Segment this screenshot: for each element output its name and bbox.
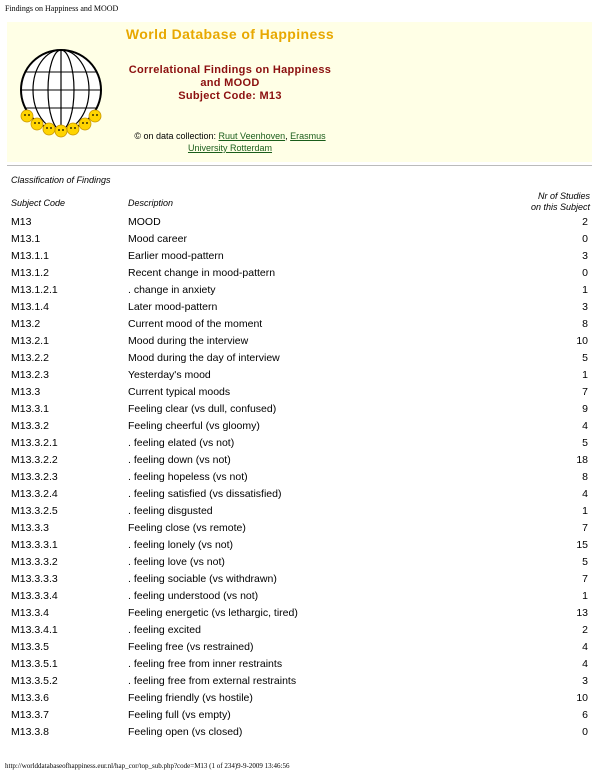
subject-code-cell: M13.3.4.1 (11, 624, 58, 636)
nr-studies-header-line-2: on this Subject (530, 202, 590, 212)
description-cell: . feeling disgusted (128, 505, 213, 517)
subject-code-cell: M13.3.8 (11, 726, 49, 738)
subject-code-cell: M13.2.1 (11, 335, 49, 347)
subject-code-cell: M13.3.1 (11, 403, 49, 415)
subject-code-cell: M13.3.2.2 (11, 454, 58, 466)
table-row (0, 639, 600, 656)
page-subtitle (117, 64, 343, 103)
study-count-cell: 5 (582, 437, 588, 449)
nr-studies-header-line-1: Nr of Studies (537, 191, 590, 201)
table-row (0, 214, 600, 231)
study-count-cell: 7 (582, 573, 588, 585)
study-count-cell: 13 (576, 607, 588, 619)
description-cell: Feeling full (vs empty) (128, 709, 231, 721)
study-count-cell: 15 (576, 539, 588, 551)
table-row (0, 588, 600, 605)
description-cell: Mood during the interview (128, 335, 249, 347)
table-row (0, 401, 600, 418)
subject-code-cell: M13.3.5.2 (11, 675, 58, 687)
study-count-cell: 4 (582, 488, 588, 500)
table-row (0, 435, 600, 452)
study-count-cell: 1 (582, 590, 588, 602)
description-cell: Current typical moods (128, 386, 231, 398)
description-cell: . feeling free from inner restraints (128, 658, 283, 670)
subject-code-cell: M13.3.2.3 (11, 471, 58, 483)
study-count-cell: 1 (582, 505, 588, 517)
subtitle-line-1: Correlational Findings on Happiness (128, 64, 332, 76)
description-cell: . feeling understood (vs not) (128, 590, 259, 602)
description-cell: Feeling clear (vs dull, confused) (128, 403, 277, 415)
table-row (0, 724, 600, 741)
description-cell: Yesterday's mood (128, 369, 211, 381)
description-cell: . feeling free from external restraints (128, 675, 297, 687)
subject-code-cell: M13.3.2.5 (11, 505, 58, 517)
site-title: World Database of Happiness (125, 26, 335, 42)
description-cell: . feeling excited (128, 624, 201, 636)
study-count-cell: 0 (582, 233, 588, 245)
study-count-cell: 8 (582, 318, 588, 330)
table-row (0, 690, 600, 707)
institution-link-part-2[interactable]: University Rotterdam (187, 143, 273, 153)
description-cell: . feeling sociable (vs withdrawn) (128, 573, 277, 585)
subject-code-cell: M13.3.5 (11, 641, 49, 653)
table-row (0, 537, 600, 554)
subject-code-cell: M13 (11, 216, 32, 228)
subject-code-line: Subject Code: M13 (178, 90, 282, 102)
table-row (0, 384, 600, 401)
study-count-cell: 4 (582, 658, 588, 670)
table-row (0, 452, 600, 469)
study-count-cell: 0 (582, 267, 588, 279)
study-count-cell: 2 (582, 624, 588, 636)
subject-code-cell: M13.1.2 (11, 267, 49, 279)
classification-label: Classification of Findings (11, 175, 111, 185)
table-row (0, 316, 600, 333)
table-row (0, 520, 600, 537)
credit-separator: , (285, 131, 291, 141)
subject-code-cell: M13.2 (11, 318, 41, 330)
subject-code-cell: M13.3 (11, 386, 41, 398)
description-cell: . feeling hopeless (vs not) (128, 471, 248, 483)
table-row (0, 350, 600, 367)
study-count-cell: 3 (582, 250, 588, 262)
table-row (0, 707, 600, 724)
description-cell: Later mood-pattern (128, 301, 218, 313)
subject-code-cell: M13.3.2.4 (11, 488, 58, 500)
study-count-cell: 6 (582, 709, 588, 721)
table-row (0, 656, 600, 673)
nr-studies-header (531, 191, 590, 213)
table-row (0, 282, 600, 299)
subtitle-line-2: and MOOD (200, 77, 260, 89)
study-count-cell: 10 (576, 692, 588, 704)
table-row (0, 605, 600, 622)
study-count-cell: 4 (582, 420, 588, 432)
study-count-cell: 2 (582, 216, 588, 228)
table-row (0, 673, 600, 690)
description-cell: . feeling elated (vs not) (128, 437, 235, 449)
table-row (0, 248, 600, 265)
table-row (0, 418, 600, 435)
institution-link-part-1[interactable]: Erasmus (290, 131, 326, 141)
subject-code-cell: M13.1.1 (11, 250, 49, 262)
description-cell: Feeling energetic (vs lethargic, tired) (128, 607, 298, 619)
world-smiley-logo-icon (15, 46, 107, 143)
description-cell: Recent change in mood-pattern (128, 267, 276, 279)
browser-print-header: Findings on Happiness and MOOD (5, 4, 119, 13)
subject-code-cell: M13.3.3.1 (11, 539, 58, 551)
description-cell: . feeling satisfied (vs dissatisfied) (128, 488, 282, 500)
subject-code-cell: M13.3.5.1 (11, 658, 58, 670)
table-row (0, 367, 600, 384)
subject-code-cell: M13.3.3.2 (11, 556, 58, 568)
study-count-cell: 9 (582, 403, 588, 415)
subject-code-cell: M13.3.3.3 (11, 573, 58, 585)
subject-code-header: Subject Code (11, 198, 66, 208)
table-row (0, 299, 600, 316)
author-link[interactable]: Ruut Veenhoven (218, 131, 286, 141)
subject-code-cell: M13.3.7 (11, 709, 49, 721)
study-count-cell: 4 (582, 641, 588, 653)
study-count-cell: 1 (582, 284, 588, 296)
table-row (0, 231, 600, 248)
description-header: Description (128, 198, 174, 208)
study-count-cell: 5 (582, 352, 588, 364)
subject-code-cell: M13.3.2 (11, 420, 49, 432)
table-row (0, 571, 600, 588)
browser-print-footer: http://worlddatabaseofhappiness.eur.nl/hap_cor/top_sub.php?code=M13 (1 of 234)9-9-2009 13:46:56 (5, 762, 290, 770)
description-cell: . feeling down (vs not) (128, 454, 231, 466)
study-count-cell: 7 (582, 522, 588, 534)
subject-code-cell: M13.2.2 (11, 352, 49, 364)
study-count-cell: 10 (576, 335, 588, 347)
description-cell: Mood during the day of interview (128, 352, 280, 364)
study-count-cell: 5 (582, 556, 588, 568)
study-count-cell: 3 (582, 301, 588, 313)
study-count-cell: 18 (576, 454, 588, 466)
study-count-cell: 7 (582, 386, 588, 398)
subject-code-cell: M13.2.3 (11, 369, 49, 381)
copyright-credit (117, 130, 343, 154)
study-count-cell: 8 (582, 471, 588, 483)
table-row (0, 486, 600, 503)
description-cell: . feeling love (vs not) (128, 556, 225, 568)
description-cell: . change in anxiety (128, 284, 216, 296)
table-row (0, 469, 600, 486)
description-cell: . feeling lonely (vs not) (128, 539, 234, 551)
description-cell: Feeling close (vs remote) (128, 522, 246, 534)
subject-code-cell: M13.3.3 (11, 522, 49, 534)
subject-code-cell: M13.1.4 (11, 301, 49, 313)
subject-code-cell: M13.3.3.4 (11, 590, 58, 602)
description-cell: Feeling open (vs closed) (128, 726, 243, 738)
subject-code-cell: M13.3.4 (11, 607, 49, 619)
subject-code-cell: M13.1 (11, 233, 41, 245)
description-cell: Feeling free (vs restrained) (128, 641, 254, 653)
findings-table (0, 214, 600, 741)
table-row (0, 622, 600, 639)
table-row (0, 503, 600, 520)
study-count-cell: 3 (582, 675, 588, 687)
subject-code-cell: M13.1.2.1 (11, 284, 58, 296)
description-cell: MOOD (128, 216, 161, 228)
table-row (0, 554, 600, 571)
study-count-cell: 0 (582, 726, 588, 738)
section-divider (7, 165, 592, 166)
table-row (0, 265, 600, 282)
description-cell: Feeling friendly (vs hostile) (128, 692, 253, 704)
subject-code-cell: M13.3.2.1 (11, 437, 58, 449)
study-count-cell: 1 (582, 369, 588, 381)
description-cell: Current mood of the moment (128, 318, 263, 330)
credit-prefix: © on data collection: (134, 131, 219, 141)
table-row (0, 333, 600, 350)
site-header (7, 22, 592, 162)
description-cell: Mood career (128, 233, 187, 245)
description-cell: Earlier mood-pattern (128, 250, 224, 262)
subject-code-cell: M13.3.6 (11, 692, 49, 704)
description-cell: Feeling cheerful (vs gloomy) (128, 420, 260, 432)
